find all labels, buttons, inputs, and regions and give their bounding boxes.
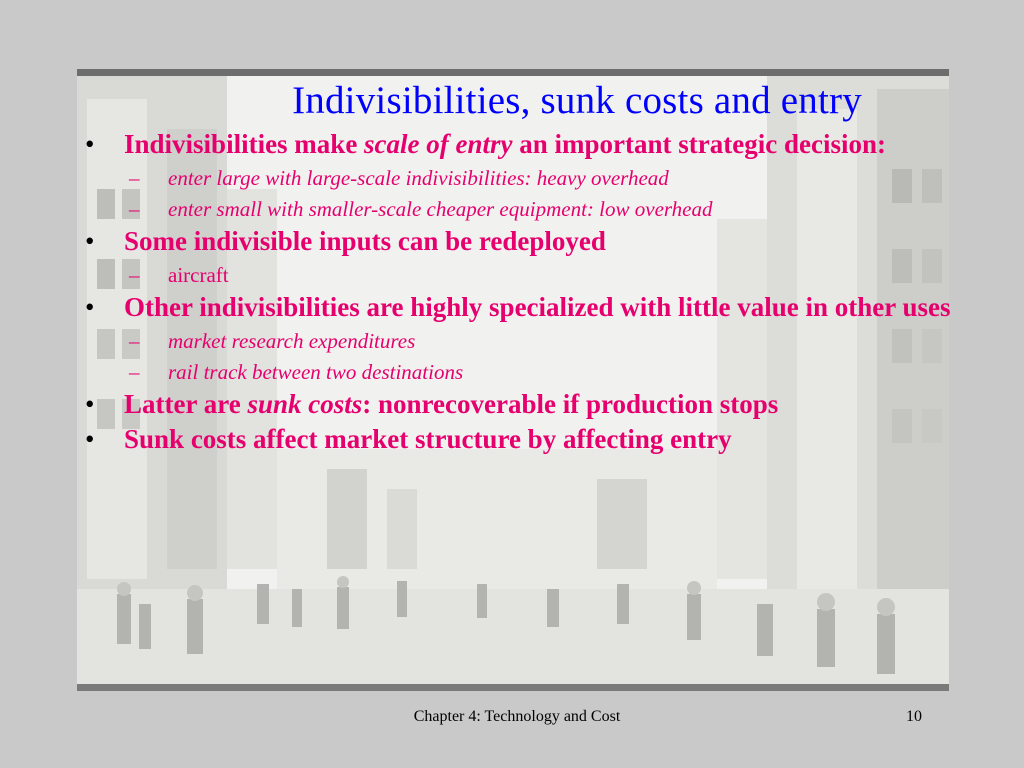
sub-bullet-item <box>85 326 985 357</box>
bullet-text: sunk costs <box>247 389 363 419</box>
sub-bullet-text: aircraft <box>168 263 229 287</box>
sub-bullet-marker: – <box>129 360 140 384</box>
bullet-item <box>85 423 985 456</box>
bullet-item <box>85 388 985 421</box>
sub-bullet-text: enter large with large-scale indivisibilities: heavy overhead <box>168 166 669 190</box>
bullet-text: an important strategic decision: <box>512 129 886 159</box>
slide-content <box>85 128 985 458</box>
sub-bullet-text: enter small with smaller-scale cheaper equipment: low overhead <box>168 197 713 221</box>
sub-bullet-item <box>85 194 985 225</box>
bullet-marker: • <box>85 424 95 454</box>
bullet-text: : nonrecoverable if production stops <box>362 389 779 419</box>
sub-bullet-text: market research expenditures <box>168 329 416 353</box>
bullet-text: Some indivisible inputs can be redeployed <box>124 226 606 256</box>
slide-title: Indivisibilities, sunk costs and entry <box>292 79 862 122</box>
bullet-marker: • <box>85 129 95 159</box>
bullet-text: Latter are <box>124 389 248 419</box>
sub-bullet-text: rail track between two destinations <box>168 360 464 384</box>
bullet-item <box>85 128 985 161</box>
sub-bullet-item <box>85 163 985 194</box>
bullet-text: Indivisibilities make <box>124 129 365 159</box>
sub-bullet-marker: – <box>129 329 140 353</box>
bullet-text: Sunk costs affect market structure by affecting entry <box>124 424 732 454</box>
sub-bullet-item <box>85 260 985 291</box>
sub-bullet-marker: – <box>129 166 140 190</box>
bullet-marker: • <box>85 389 95 419</box>
sub-bullet-marker: – <box>129 263 140 287</box>
bullet-marker: • <box>85 226 95 256</box>
page-number: 10 <box>906 708 922 725</box>
sub-bullet-item <box>85 357 985 388</box>
bullet-text: scale of entry <box>364 129 513 159</box>
bullet-text: Other indivisibilities are highly specialized with little value in other uses <box>124 292 951 322</box>
bullet-item <box>85 291 985 324</box>
footer-chapter: Chapter 4: Technology and Cost <box>413 708 621 725</box>
bullet-marker: • <box>85 292 95 322</box>
sub-bullet-marker: – <box>129 197 140 221</box>
bullet-item <box>85 225 985 258</box>
